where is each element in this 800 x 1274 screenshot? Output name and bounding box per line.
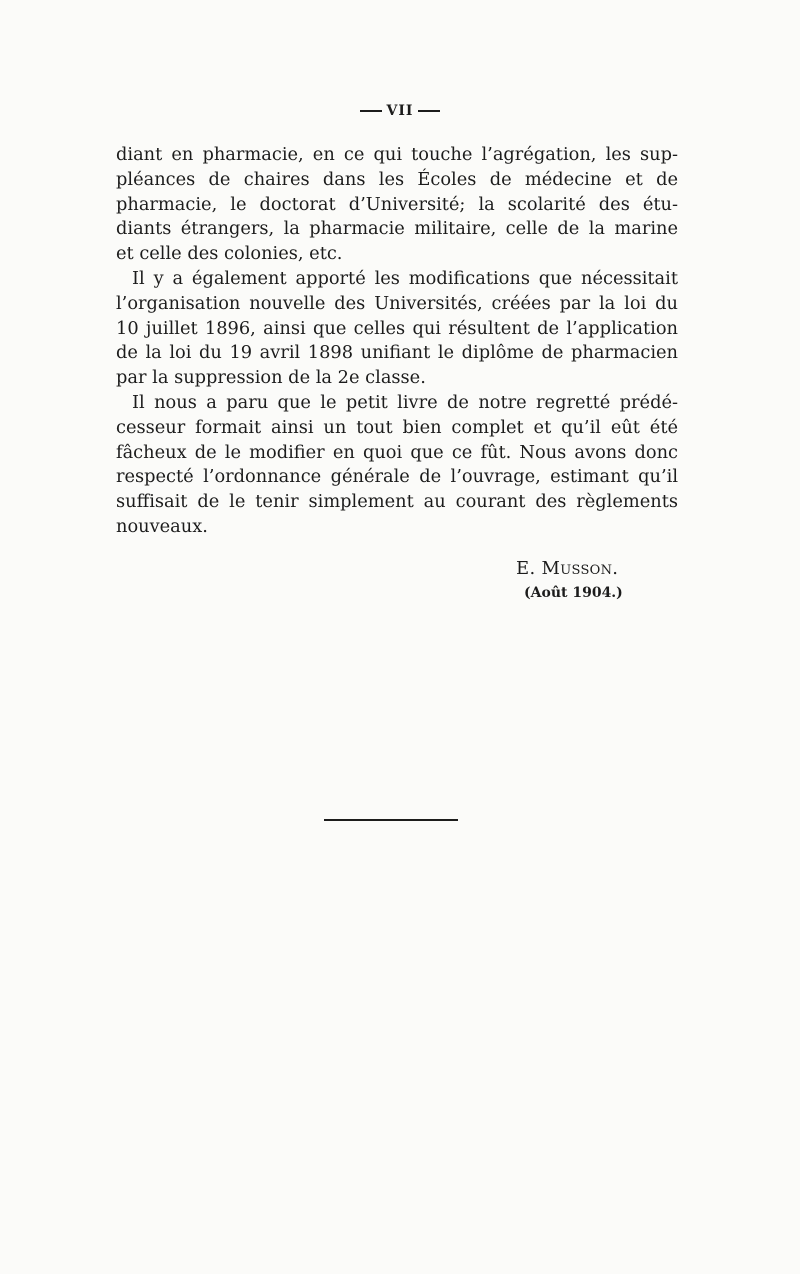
section-divider (324, 819, 458, 821)
text-line: Il nous a paru que le petit livre de notre regretté prédé- (132, 391, 678, 413)
header-dash-right (418, 110, 440, 112)
text-line: de la loi du 19 avril 1898 unifiant le diplôme de pharmacien (116, 342, 678, 364)
text-line: 10 juillet 1896, ainsi que celles qui résultent de l’application (116, 317, 678, 339)
text-line: diant en pharmacie, en ce qui touche l’agrégation, les sup- (116, 144, 678, 165)
paragraph-3 (116, 391, 678, 540)
text-line: nouveaux. (116, 515, 208, 537)
text-line: respecté l’ordonnance générale de l’ouvrage, estimant qu’il (116, 466, 678, 488)
text-line: cesseur formait ainsi un tout bien complet et qu’il eût été (116, 416, 678, 438)
signature-date: (Août 1904.) (524, 585, 623, 601)
text-line: Il y a également apporté les modifications que nécessitait (132, 267, 678, 289)
text-line: fâcheux de le modifier en quoi que ce fût. Nous avons donc (116, 441, 678, 463)
body-text (116, 143, 678, 540)
text-line: pléances de chaires dans les Écoles de médecine et de (116, 168, 678, 190)
page-header (0, 103, 800, 119)
signature (516, 558, 618, 579)
text-line: l’organisation nouvelle des Universités, créées par la loi du (116, 292, 678, 314)
page-number: VII (386, 103, 414, 119)
paragraph-1 (116, 143, 678, 267)
text-line: et celle des colonies, etc. (116, 243, 343, 265)
text-line: diants étrangers, la pharmacie militaire, celle de la marine (116, 218, 678, 240)
text-line: suffisait de le tenir simplement au courant des règlements (116, 491, 678, 513)
text-line: pharmacie, le doctorat d’Université; la scolarité des étu- (116, 193, 678, 215)
header-dash-left (360, 110, 382, 112)
signature-initial: E. (516, 558, 536, 579)
text-line: par la suppression de la 2e classe. (116, 367, 426, 389)
signature-name: Musson. (541, 558, 619, 579)
paragraph-2 (116, 267, 678, 391)
